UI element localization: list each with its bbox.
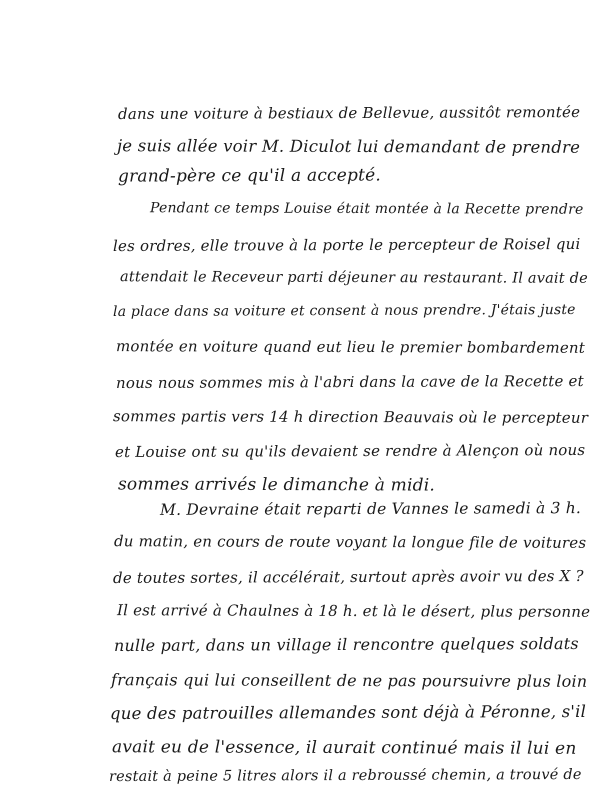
text-line-19: que des patrouilles allemandes sont déjà à Péronne, s'il	[109, 701, 587, 724]
text-line-14: du matin, en cours de route voyant la longue file de voitures	[113, 532, 587, 552]
text-line-20: avait eu de l'essence, il aurait continué mais il lui en	[111, 737, 577, 759]
text-line-17: nulle part, dans un village il rencontre quelques soldats	[113, 633, 579, 656]
text-line-21: restait à peine 5 litres alors il a rebroussé chemin, a trouvé de	[108, 766, 582, 786]
text-line-16: Il est arrivé à Chaulnes à 18 h. et là le désert, plus personne	[116, 601, 591, 621]
text-line-11: et Louise ont su qu'ils devaient se rendre à Alençon où nous	[114, 440, 586, 462]
text-line-15: de toutes sortes, il accélérait, surtout après avoir vu des X ?	[112, 566, 584, 588]
text-line-2: je suis allée voir M. Diculot lui demandant de prendre	[116, 136, 581, 157]
text-line-4: Pendant ce temps Louise était montée à la Recette prendre	[149, 200, 584, 218]
text-line-3: grand-père ce qu'il a accepté.	[117, 165, 382, 187]
text-line-5: les ordres, elle trouve à la porte le percepteur de Roisel qui	[112, 234, 581, 256]
text-line-6: attendait le Receveur parti déjeuner au restaurant. Il avait de	[119, 269, 588, 287]
text-line-13: M. Devraine était reparti de Vannes le samedi à 3 h.	[159, 499, 582, 519]
text-line-1: dans une voiture à bestiaux de Bellevue, aussitôt remontée	[117, 102, 581, 124]
text-line-7: la place dans sa voiture et consent à nous prendre. J'étais juste	[112, 301, 576, 321]
text-line-10: sommes partis vers 14 h direction Beauvais où le percepteur	[112, 407, 589, 427]
text-line-8: montée en voiture quand eut lieu le premier bombardement	[115, 337, 586, 357]
text-line-9: nous nous sommes mis à l'abri dans la cave de la Recette et	[115, 371, 584, 393]
text-line-18: français qui lui conseillent de ne pas poursuivre plus loin	[110, 670, 588, 691]
text-line-12: sommes arrivés le dimanche à midi.	[117, 474, 436, 496]
